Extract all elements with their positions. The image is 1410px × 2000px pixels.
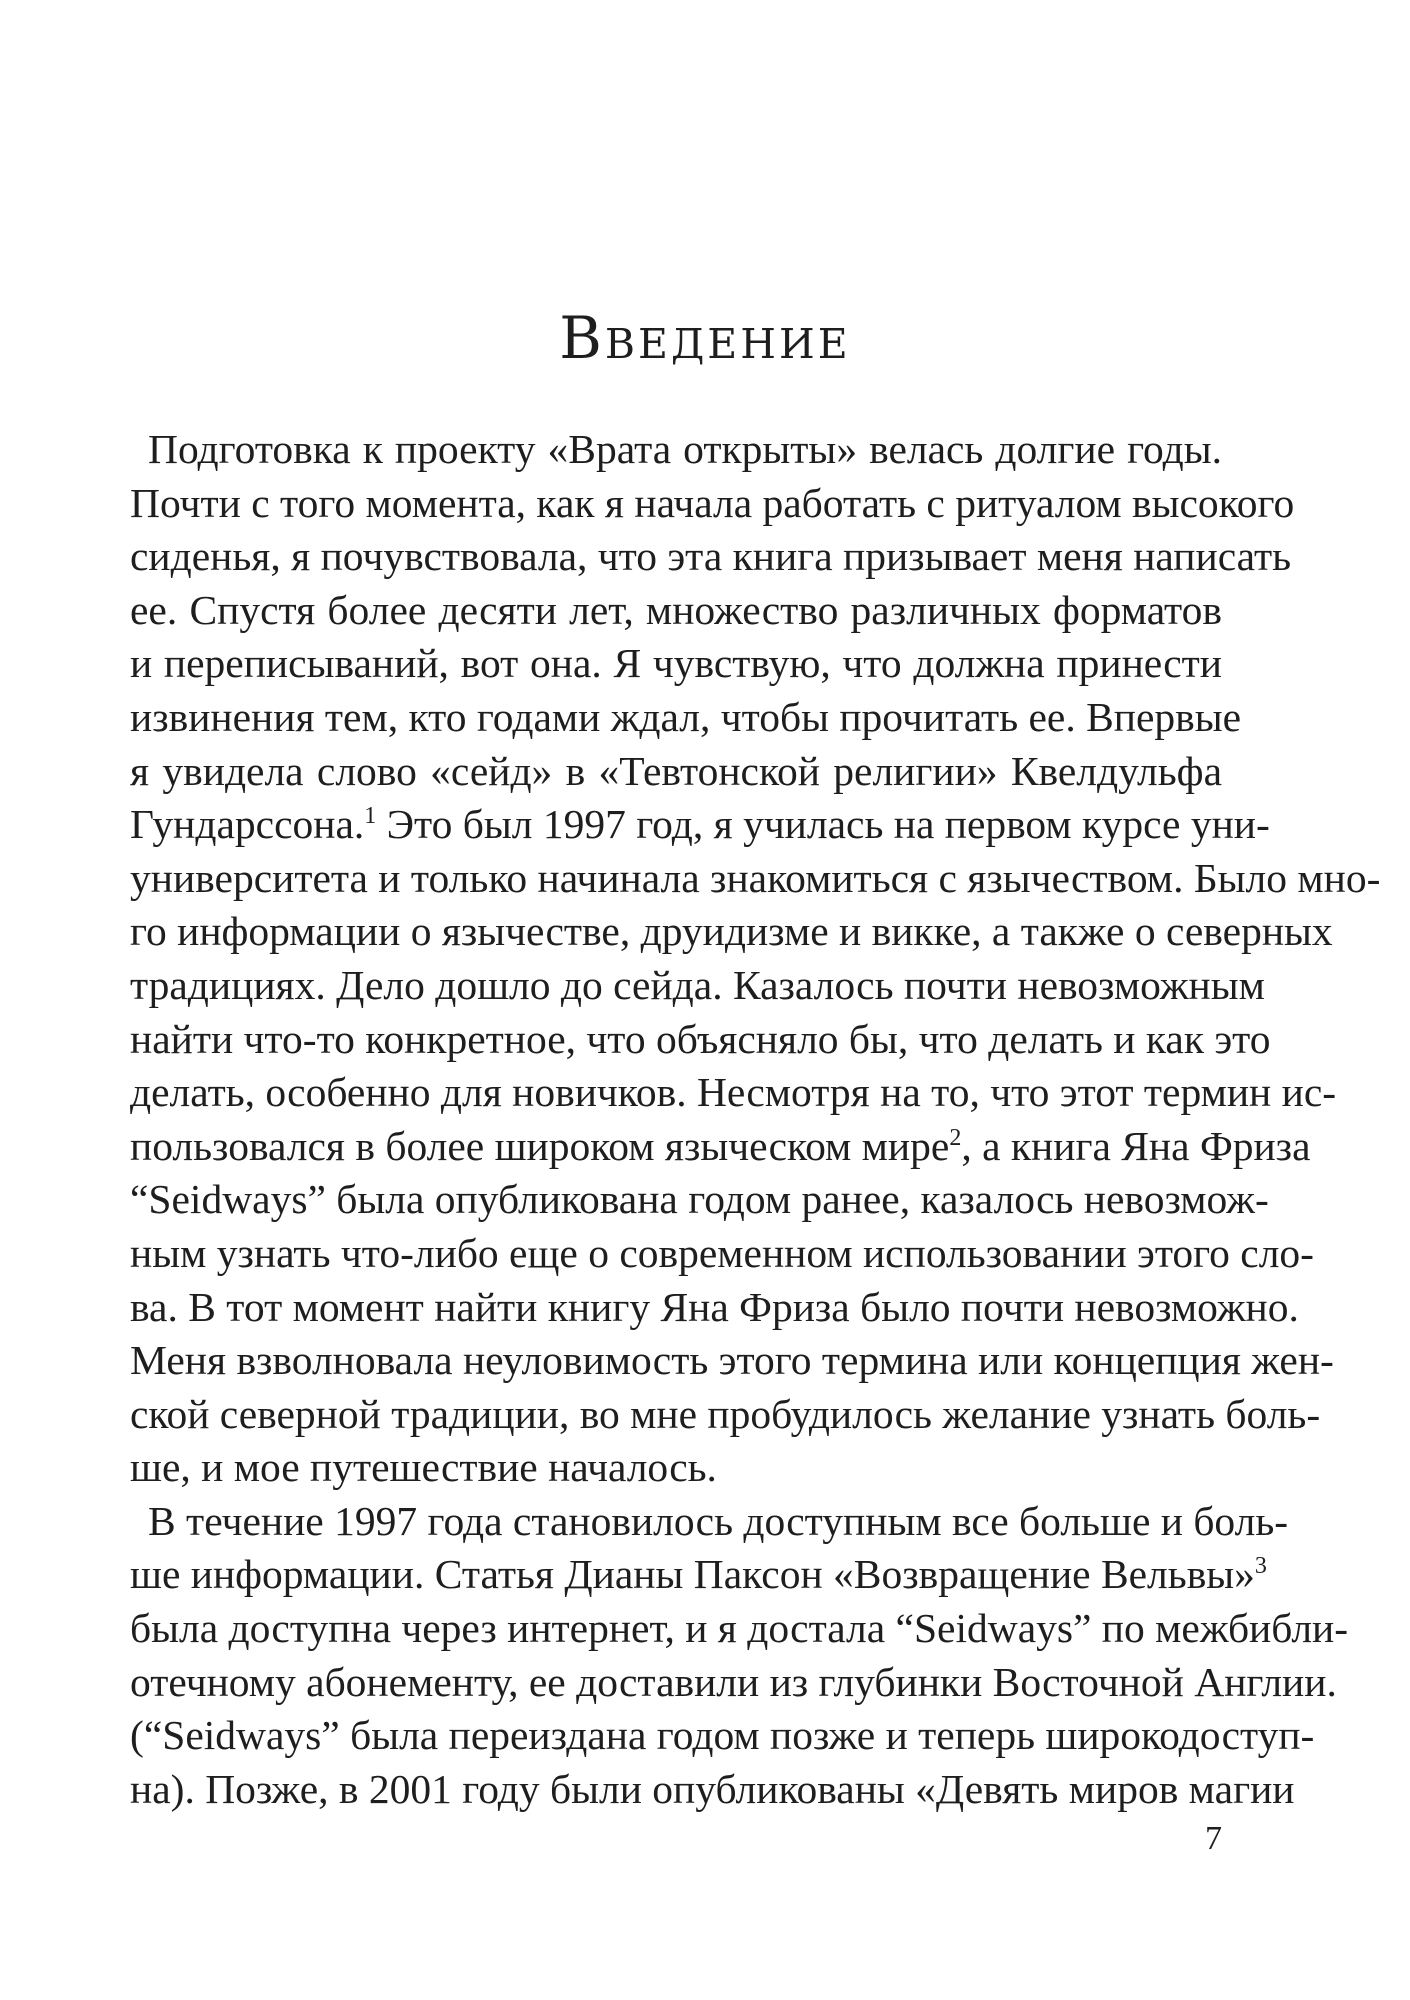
text-line: Меня взволновала неуловимость этого термина или концепция жен- xyxy=(130,1337,1334,1384)
text-line: “Seidways” была опубликована годом ранее, казалось невозмож- xyxy=(130,1176,1269,1223)
text-line: ской северной традиции, во мне пробудилось желание узнать боль- xyxy=(130,1390,1321,1437)
text-fragment: , а книга Яна Фриза xyxy=(961,1122,1311,1169)
text-line: на). Позже, в 2001 году были опубликованы «Девять миров магии xyxy=(130,1765,1295,1812)
text-line: извинения тем, кто годами ждал, чтобы прочитать ее. Впервые xyxy=(130,693,1242,740)
text-line: В течение 1997 года становилось доступным все больше и боль- xyxy=(148,1497,1289,1544)
text-fragment: Гундарссона. xyxy=(130,801,365,848)
text-line: ным узнать что-либо еще о современном использовании этого сло- xyxy=(130,1229,1314,1276)
text-line: отечному абонементу, ее доставили из глубинки Восточной Англии. xyxy=(130,1658,1337,1705)
chapter-title: Введение xyxy=(559,304,851,372)
text-line: ше, и мое путешествие началось. xyxy=(130,1444,717,1491)
text-line: сиденья, я почувствовала, что эта книга призывает меня написать xyxy=(130,533,1292,580)
text-line: университета и только начинала знакомиться с язычеством. Было мно- xyxy=(130,854,1381,901)
text-line: делать, особенно для новичков. Несмотря на то, что этот термин ис- xyxy=(130,1069,1337,1116)
text-line-with-footnote xyxy=(130,1120,1311,1174)
text-line: го информации о язычестве, друидизме и викке, а также о северных xyxy=(130,908,1333,955)
footnote-marker-2: 2 xyxy=(949,1124,962,1151)
text-fragment: пользовался в более широком языческом мире xyxy=(130,1122,950,1169)
page-number: 7 xyxy=(1205,1820,1222,1857)
text-line: Почти с того момента, как я начала работать с ритуалом высокого xyxy=(130,479,1295,526)
paragraph-2 xyxy=(130,1495,1349,1817)
paragraph-1 xyxy=(130,423,1381,1495)
text-line-with-footnote xyxy=(130,1548,1267,1602)
text-line: традициях. Дело дошло до сейда. Казалось почти невозможным xyxy=(130,961,1265,1008)
text-line: ва. В тот момент найти книгу Яна Фриза было почти невозможно. xyxy=(130,1283,1299,1330)
text-line: найти что-то конкретное, что объясняло бы, что делать и как это xyxy=(130,1015,1271,1062)
body-text xyxy=(130,423,1381,1816)
text-line: я увидела слово «сейд» в «Тевтонской религии» Квелдульфа xyxy=(130,747,1222,794)
text-line: (“Seidways” была переиздана годом позже и теперь широкодоступ- xyxy=(130,1712,1315,1759)
text-line: и переписываний, вот она. Я чувствую, что должна принести xyxy=(130,640,1222,687)
text-fragment: Это был 1997 год, я училась на первом курсе уни- xyxy=(376,801,1270,848)
text-fragment: ше информации. Статья Дианы Паксон «Возвращение Вельвы» xyxy=(130,1551,1255,1598)
text-line: ее. Спустя более десяти лет, множество различных форматов xyxy=(130,586,1222,633)
text-line-with-footnote xyxy=(130,798,1270,852)
text-line: Подготовка к проекту «Врата открыты» велась долгие годы. xyxy=(148,426,1222,472)
footnote-marker-3: 3 xyxy=(1254,1553,1267,1580)
text-line: была доступна через интернет, и я достала “Seidways” по межбибли- xyxy=(130,1605,1349,1652)
footnote-marker-1: 1 xyxy=(364,803,377,830)
